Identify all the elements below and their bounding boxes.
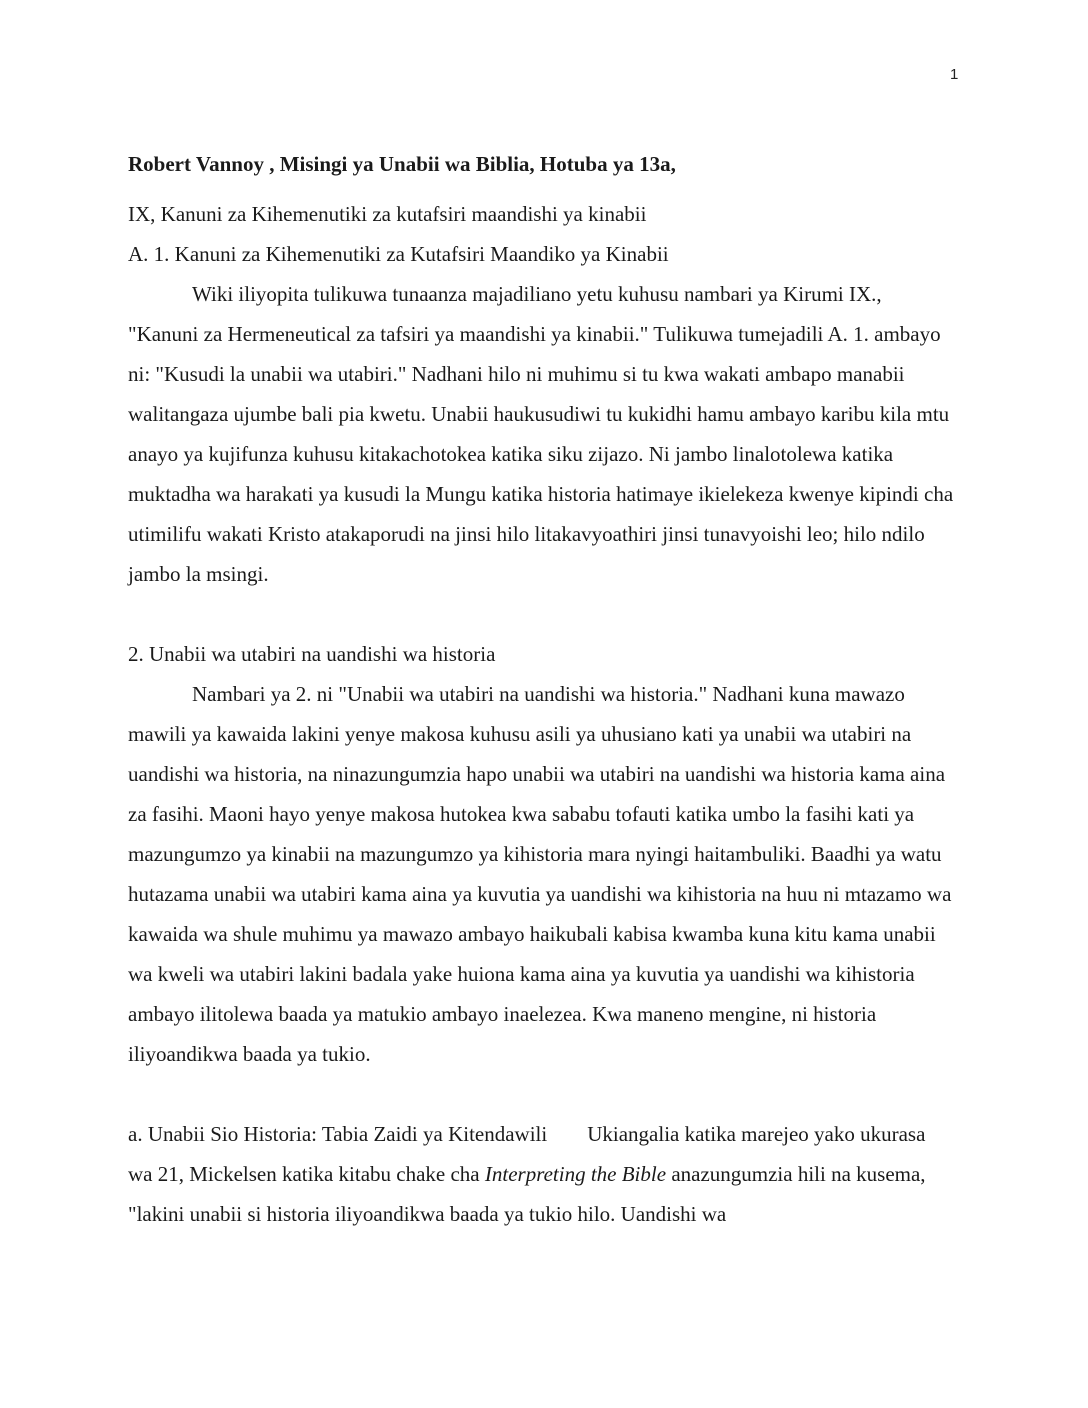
paragraph-spacer (128, 594, 954, 634)
paragraph-3 (128, 1114, 954, 1234)
paragraph-spacer (128, 1074, 954, 1114)
heading-3: a. Unabii Sio Historia: Tabia Zaidi ya Kitendawili (128, 1122, 548, 1146)
paragraph-2: Nambari ya 2. ni "Unabii wa utabiri na uandishi wa historia." Nadhani kuna mawazo mawili ya kawaida lakini yenye makosa kuhusu asili ya uhusiano kati ya unabii wa utabiri na uandishi wa historia, na ninazungumzia hapo unabii wa utabiri na uandishi wa historia kama aina za fasihi. Maoni hayo yenye makosa hutokea kwa sababu tofauti katika umbo la fasihi kati ya mazungumzo ya kinabii na mazungumzo ya kihistoria mara nyingi haitambuliki. Baadhi ya watu hutazama unabii wa utabiri kama aina ya kuvutia ya uandishi wa kihistoria na huu ni mtazamo wa kawaida wa shule muhimu ya mawazo ambayo haikubali kabisa kwamba kuna kitu kama unabii wa kweli wa utabiri lakini badala yake huiona kama aina ya kuvutia ya uandishi wa kihistoria ambayo ilitolewa baada ya matukio ambayo inaelezea. Kwa maneno mengine, ni historia iliyoandikwa baada ya tukio. (128, 682, 952, 1066)
page-number: 1 (950, 66, 959, 83)
paragraph-3-text-b: anazungumzia hili na kusema, "lakini unabii si historia iliyoandikwa baada ya tukio hilo. Uandishi wa (128, 1162, 926, 1226)
document-body (128, 148, 954, 1234)
book-title: Interpreting the Bible (484, 1162, 667, 1186)
paragraph-1: Wiki iliyopita tulikuwa tunaanza majadiliano yetu kuhusu nambari ya Kirumi IX., "Kanuni za Hermeneutical za tafsiri ya maandishi ya kinabii." Tulikuwa tumejadili A. 1. ambayo ni: "Kusudi la unabii wa utabiri." Nadhani hilo ni muhimu si tu kwa wakati ambapo manabii walitangaza ujumbe bali pia kwetu. Unabii haukusudiwi tu kukidhi hamu ambayo karibu kila mtu anayo ya kujifunza kuhusu kitakachotokea katika siku zijazo. Ni jambo linalotolewa katika muktadha wa harakati ya kusudi la Mungu katika historia hatimaye ikielekeza kwenye kipindi cha utimilifu wakati Kristo atakaporudi na jinsi hilo litakavyoathiri jinsi tunavyoishi leo; hilo ndilo jambo la msingi. (128, 282, 954, 586)
subsection-heading: A. 1. Kanuni za Kihemenutiki za Kutafsiri Maandiko ya Kinabii (128, 242, 669, 266)
heading-2: 2. Unabii wa utabiri na uandishi wa historia (128, 642, 496, 666)
section-heading: IX, Kanuni za Kihemenutiki za kutafsiri maandishi ya kinabii (128, 202, 647, 226)
paragraph-3-text-a: Ukiangalia katika marejeo yako ukurasa wa 21, Mickelsen katika kitabu chake cha (128, 1122, 926, 1186)
document-title: Robert Vannoy , Misingi ya Unabii wa Biblia, Hotuba ya 13a, (128, 152, 676, 176)
